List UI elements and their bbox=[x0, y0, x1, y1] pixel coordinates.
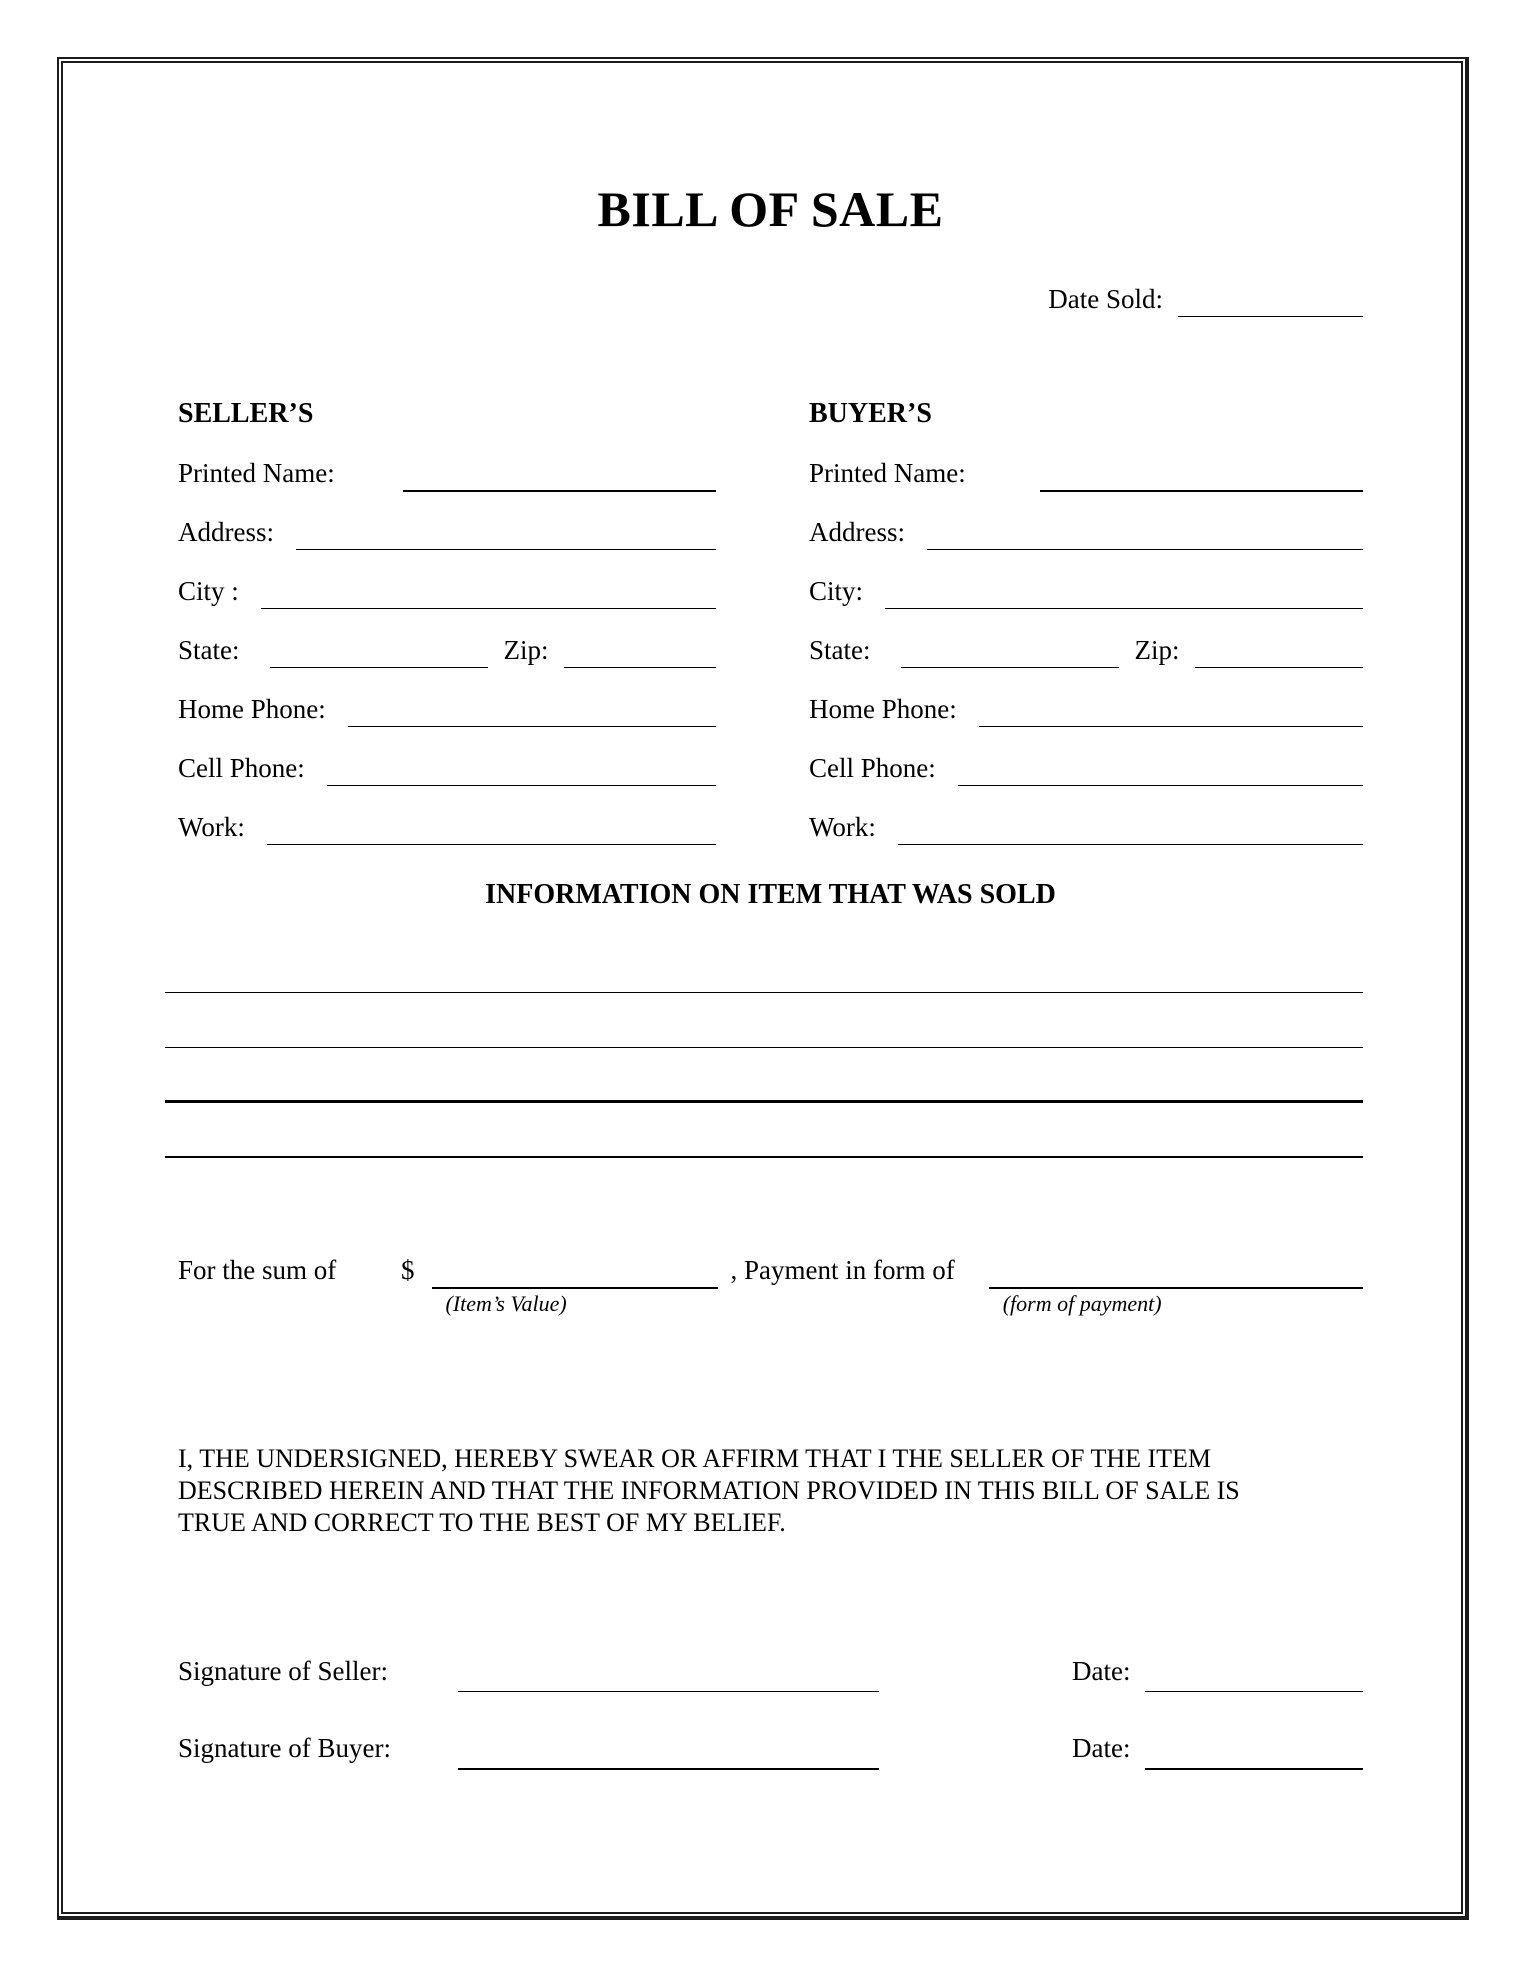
item-description-line-2[interactable] bbox=[165, 993, 1363, 1048]
seller-signature-row bbox=[178, 1651, 1363, 1692]
parties-section bbox=[178, 397, 1363, 870]
seller-printed-name-label: Printed Name: bbox=[178, 457, 335, 488]
buyer-city-field[interactable] bbox=[885, 575, 1363, 609]
seller-home-phone-row bbox=[178, 693, 716, 752]
buyer-cell-phone-row bbox=[809, 752, 1363, 811]
buyer-signature-row bbox=[178, 1728, 1363, 1770]
seller-work-row bbox=[178, 811, 716, 870]
buyer-work-field[interactable] bbox=[898, 811, 1363, 845]
buyer-state-label: State: bbox=[809, 634, 871, 665]
buyer-printed-name-field[interactable] bbox=[1040, 457, 1363, 492]
payment-form-group bbox=[989, 1254, 1363, 1317]
page-title: BILL OF SALE bbox=[597, 181, 944, 237]
items-value-caption: (Item’s Value) bbox=[445, 1290, 567, 1316]
seller-date-label: Date: bbox=[1072, 1655, 1131, 1686]
seller-zip-label: Zip: bbox=[503, 634, 549, 665]
payment-row bbox=[178, 1254, 1363, 1317]
seller-signature-field[interactable] bbox=[458, 1651, 879, 1692]
buyer-signature-field[interactable] bbox=[458, 1728, 879, 1770]
seller-cell-phone-row bbox=[178, 752, 716, 811]
buyer-city-row bbox=[809, 575, 1363, 634]
date-sold-row bbox=[178, 283, 1363, 317]
item-description-line-1[interactable] bbox=[165, 938, 1363, 993]
seller-city-field[interactable] bbox=[261, 575, 716, 609]
form-content bbox=[178, 181, 1363, 1770]
buyer-signature-label: Signature of Buyer: bbox=[178, 1732, 391, 1763]
seller-address-row bbox=[178, 516, 716, 575]
buyer-city-label: City: bbox=[809, 575, 864, 606]
seller-state-zip-row bbox=[178, 634, 716, 693]
seller-city-row bbox=[178, 575, 716, 634]
seller-zip-field[interactable] bbox=[564, 634, 717, 668]
seller-printed-name-field[interactable] bbox=[403, 457, 716, 492]
items-value-group bbox=[432, 1254, 718, 1317]
seller-home-phone-field[interactable] bbox=[348, 693, 716, 727]
affirmation-line-3: TRUE AND CORRECT TO THE BEST OF MY BELIEF. bbox=[178, 1507, 786, 1537]
buyer-home-phone-field[interactable] bbox=[979, 693, 1363, 727]
seller-address-label: Address: bbox=[178, 516, 274, 547]
buyer-date-label: Date: bbox=[1072, 1732, 1131, 1763]
affirmation-line-2: DESCRIBED HEREIN AND THAT THE INFORMATION PROVIDED IN THIS BILL OF SALE IS bbox=[178, 1475, 1240, 1505]
buyer-state-zip-row bbox=[809, 634, 1363, 693]
date-sold-field[interactable] bbox=[1178, 283, 1363, 317]
seller-signature-label: Signature of Seller: bbox=[178, 1655, 388, 1686]
page-inner-border bbox=[61, 61, 1463, 1914]
sum-label: For the sum of bbox=[178, 1254, 337, 1285]
seller-address-field[interactable] bbox=[296, 516, 716, 550]
buyer-printed-name-label: Printed Name: bbox=[809, 457, 966, 488]
item-description-lines bbox=[165, 938, 1363, 1158]
buyer-heading: BUYER’S bbox=[809, 397, 932, 429]
buyer-address-row bbox=[809, 516, 1363, 575]
seller-work-field[interactable] bbox=[267, 811, 716, 845]
payment-form-field[interactable] bbox=[989, 1254, 1363, 1289]
payment-form-caption: (form of payment) bbox=[1002, 1290, 1162, 1316]
seller-home-phone-label: Home Phone: bbox=[178, 693, 326, 724]
buyer-home-phone-label: Home Phone: bbox=[809, 693, 957, 724]
seller-cell-phone-field[interactable] bbox=[327, 752, 716, 786]
buyer-address-label: Address: bbox=[809, 516, 905, 547]
seller-work-label: Work: bbox=[178, 811, 245, 842]
seller-state-field[interactable] bbox=[270, 634, 488, 668]
page-frame bbox=[57, 57, 1469, 1920]
items-value-field[interactable] bbox=[432, 1254, 718, 1289]
buyer-zip-label: Zip: bbox=[1134, 634, 1180, 665]
affirmation-text bbox=[178, 1443, 1363, 1539]
buyer-cell-phone-field[interactable] bbox=[958, 752, 1363, 786]
dollar-sign: $ bbox=[401, 1254, 415, 1285]
seller-column bbox=[178, 397, 716, 870]
seller-cell-phone-label: Cell Phone: bbox=[178, 752, 305, 783]
buyer-cell-phone-label: Cell Phone: bbox=[809, 752, 936, 783]
affirmation-line-1: I, THE UNDERSIGNED, HEREBY SWEAR OR AFFIRM THAT I THE SELLER OF THE ITEM bbox=[178, 1443, 1212, 1473]
buyer-printed-name-row bbox=[809, 457, 1363, 516]
buyer-address-field[interactable] bbox=[927, 516, 1363, 550]
seller-heading: SELLER’S bbox=[178, 397, 314, 429]
seller-state-label: State: bbox=[178, 634, 240, 665]
item-info-heading: INFORMATION ON ITEM THAT WAS SOLD bbox=[485, 878, 1056, 910]
item-description-line-4[interactable] bbox=[165, 1103, 1363, 1158]
buyer-work-row bbox=[809, 811, 1363, 870]
seller-date-field[interactable] bbox=[1145, 1651, 1363, 1692]
buyer-home-phone-row bbox=[809, 693, 1363, 752]
date-sold-label: Date Sold: bbox=[1048, 283, 1163, 314]
payment-form-label: , Payment in form of bbox=[730, 1254, 955, 1285]
seller-printed-name-row bbox=[178, 457, 716, 516]
buyer-date-field[interactable] bbox=[1145, 1728, 1363, 1770]
seller-city-label: City : bbox=[178, 575, 239, 606]
buyer-column bbox=[809, 397, 1363, 870]
buyer-state-field[interactable] bbox=[901, 634, 1119, 668]
buyer-zip-field[interactable] bbox=[1195, 634, 1364, 668]
buyer-work-label: Work: bbox=[809, 811, 876, 842]
item-description-line-3[interactable] bbox=[165, 1048, 1363, 1103]
